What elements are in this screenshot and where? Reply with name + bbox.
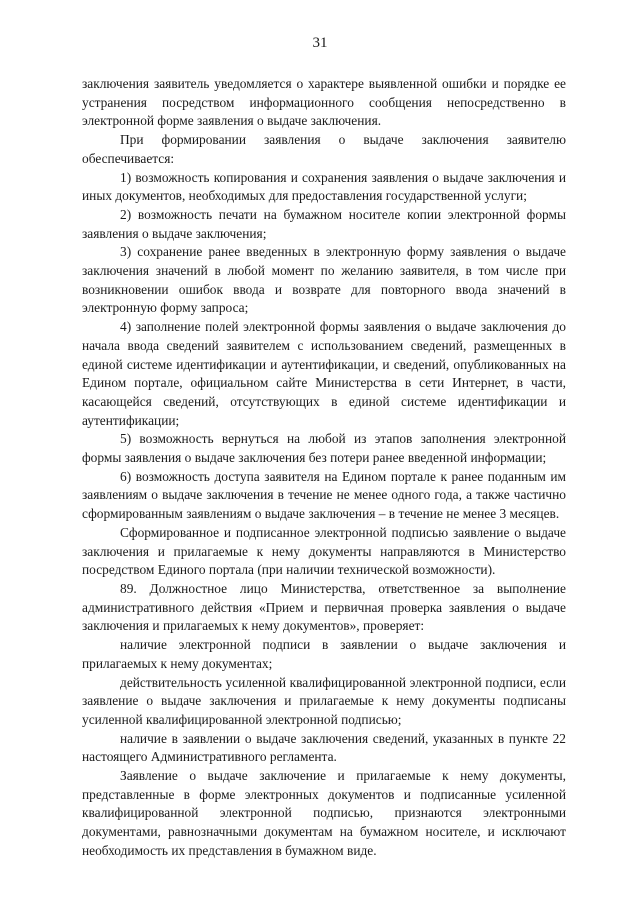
list-item-6: 6) возможность доступа заявителя на Едином портале к ранее поданным им заявлениям о выдаче заключения в течение не менее одного года, а также частично сформированным заявлениям о выдаче заключения – в течение не менее 3 месяцев. bbox=[82, 468, 566, 522]
paragraph-final: Заявление о выдаче заключение и прилагаемые к нему документы, представленные в форме электронных документов и подписанные усиленной квалифицированной электронной подписью, признаются электронными документами, равнозначными документам на бумажном носителе, и исключают необходимость их представления в бумажном виде. bbox=[82, 768, 566, 858]
list-item-3: 3) сохранение ранее введенных в электронную форму заявления о выдаче заключения значений в любой момент по желанию заявителя, в том числе при возникновении ошибок ввода и возврате для повторного ввода значений в электронную форму запроса; bbox=[82, 244, 566, 316]
check-item-info: наличие в заявлении о выдаче заключения сведений, указанных в пункте 22 настоящего Административного регламента. bbox=[82, 730, 566, 765]
check-item-signature: наличие электронной подписи в заявлении о выдаче заключения и прилагаемых к нему документах; bbox=[82, 637, 566, 671]
paragraph-intro: При формировании заявления о выдаче заключения заявителю обеспечивается: bbox=[82, 132, 566, 166]
list-item-1: 1) возможность копирования и сохранения заявления о выдаче заключения и иных документов, необходимых для предоставления государственной услуги; bbox=[82, 169, 566, 204]
paragraph-continuation: заключения заявитель уведомляется о характере выявленной ошибки и порядке ее устранения посредством информационного сообщения непосредственно в электронной форме заявления о выдаче заключения. bbox=[82, 76, 566, 129]
list-item-2: 2) возможность печати на бумажном носителе копии электронной формы заявления о выдаче заключения; bbox=[82, 206, 566, 241]
page-number: 31 bbox=[312, 35, 328, 51]
check-item-validity: действительность усиленной квалифицированной электронной подписи, если заявление о выдаче заключения и прилагаемые к нему документы подписаны усиленной квалифицированной электронной подписью; bbox=[82, 674, 566, 727]
list-item-4: 4) заполнение полей электронной формы заявления о выдаче заключения до начала ввода сведений заявителем с использованием сведений, размещенных в единой системе идентификации и аутентификации, и сведений, опубликованных на Едином портале, официальном сайте Министерства в сети Интернет, в части, касающейся сведений, отсутствующих в единой системе идентификации и аутентификации; bbox=[82, 319, 566, 428]
paragraph-submission: Сформированное и подписанное электронной подписью заявление о выдаче заключения и прилагаемые к нему документы направляются в Министерство посредством Единого портала (при наличии технической возможности). bbox=[82, 524, 566, 578]
list-item-5: 5) возможность вернуться на любой из этапов заполнения электронной формы заявления о выдаче заключения без потери ранее введенной информации; bbox=[82, 431, 566, 466]
paragraph-89: 89. Должностное лицо Министерства, ответственное за выполнение административного действия «Прием и первичная проверка заявления о выдаче заключения и прилагаемых к нему документов», проверяет: bbox=[82, 580, 566, 634]
document-body bbox=[82, 75, 566, 861]
